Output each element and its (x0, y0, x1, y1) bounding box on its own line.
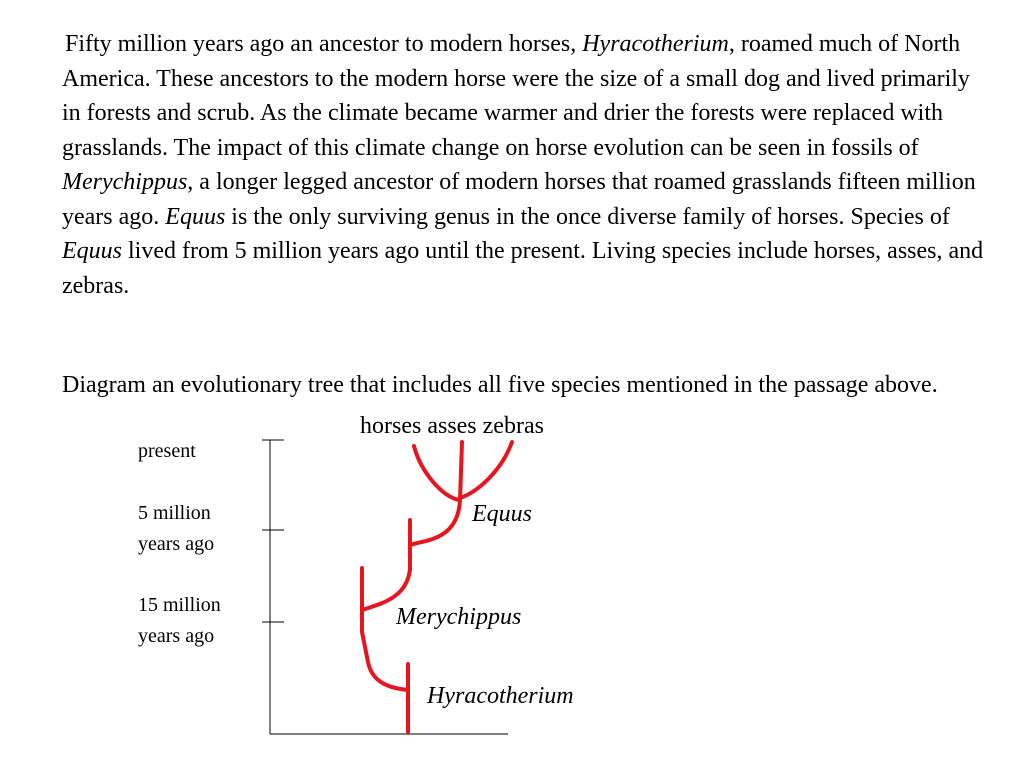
label-equus: Equus (472, 501, 532, 527)
label-hyracotherium: Hyracotherium (427, 683, 574, 709)
passage-segment: , roamed much of North America. These ancestors to the modern horse were the size of a small dog and lived primarily in forests and scrub. As the climate became warmer and drier the forests were replaced with grasslands. The impact of this climate change on horse evolution can be seen in fossils of (62, 31, 970, 161)
genus-merychippus: Merychippus (62, 169, 188, 195)
label-merychippus: Merychippus (396, 604, 522, 630)
branch-zebras (460, 442, 512, 498)
branch-horses (414, 446, 460, 500)
label-present: present (138, 440, 196, 462)
branch-equus-node (410, 500, 460, 545)
genus-equus: Equus (62, 238, 122, 264)
passage-segment: , a longer legged ancestor of modern horses that roamed grasslands fifteen million years ago. (62, 169, 976, 230)
label-15-million: 15 million (138, 594, 221, 616)
label-5-million: 5 million (138, 502, 211, 524)
question-text: Diagram an evolutionary tree that includes all five species mentioned in the passage above. (62, 372, 938, 398)
genus-hyracotherium: Hyracotherium (582, 31, 729, 57)
label-modern-species: horses asses zebras (360, 413, 544, 439)
passage-segment: is the only surviving genus in the once diverse family of horses. Species of (225, 203, 950, 230)
passage-segment: lived from 5 million years ago until the present. Living species include horses, asses, and zebras. (62, 238, 984, 299)
passage-segment: Fifty million years ago an ancestor to modern horses, (65, 31, 583, 57)
branch-to-equus (362, 568, 410, 610)
branch-asses (460, 442, 462, 500)
genus-equus: Equus (165, 203, 226, 230)
label-15-million-years-ago: years ago (138, 625, 215, 647)
label-5-million-years-ago: years ago (138, 533, 215, 555)
time-axis (262, 440, 508, 734)
branch-to-merychippus (362, 632, 408, 690)
